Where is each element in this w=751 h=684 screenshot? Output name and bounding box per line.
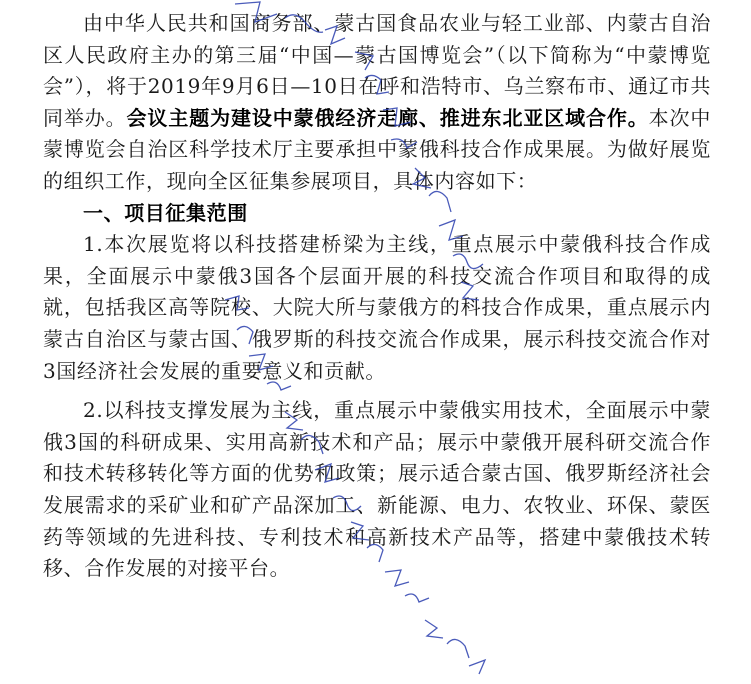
item-paragraph-2: 2.以科技支撑发展为主线，重点展示中蒙俄实用技术，全面展示中蒙俄3国的科研成果、实用高新技术和产品；展示中蒙俄开展科研交流合作和技术转移转化等方面的优势和政策；展示适合蒙古国、俄罗斯经济社会发展需求的采矿业和矿产品深加工、新能源、电力、农牧业、环保、蒙医药等领域的先进科技、专利技术和高新技术产品等，搭建中蒙俄技术转移、合作发展的对接平台。 xyxy=(43,398,711,581)
intro-text-2: 本次中蒙博览会自治区科学技术厅主要承担中蒙俄科技合作成果展。为做好展览的组织工作，现向全区征集参展项目，具体内容如下： xyxy=(43,105,712,193)
item-paragraph-1: 1.本次展览将以科技搭建桥梁为主线，重点展示中蒙俄科技合作成果，全面展示中蒙俄3国各个层面开展的科技交流合作项目和取得的成就，包括我区高等院校、大院大所与蒙俄方的科技合作成果，重点展示内蒙古自治区与蒙古国、俄罗斯的科技交流合作成果，展示科技交流合作对3国经济社会发展的重要意义和贡献。 xyxy=(43,232,711,383)
intro-theme-bold: 会议主题为建设中蒙俄经济走廊、推进东北亚区域合作。 xyxy=(126,105,649,130)
intro-text-1: 由中华人民共和国商务部、蒙古国食品农业与轻工业部、内蒙古自治区人民政府主办的第三届“中国—蒙古国博览会”（以下简称为“中蒙博览会”），将于2019年9月6日—10日在呼和浩特市、乌兰察布市、通辽市共同举办。 xyxy=(43,11,711,130)
intro-paragraph xyxy=(43,8,711,198)
section-heading: 一、项目征集范围 xyxy=(83,200,248,225)
document-body xyxy=(43,8,711,585)
